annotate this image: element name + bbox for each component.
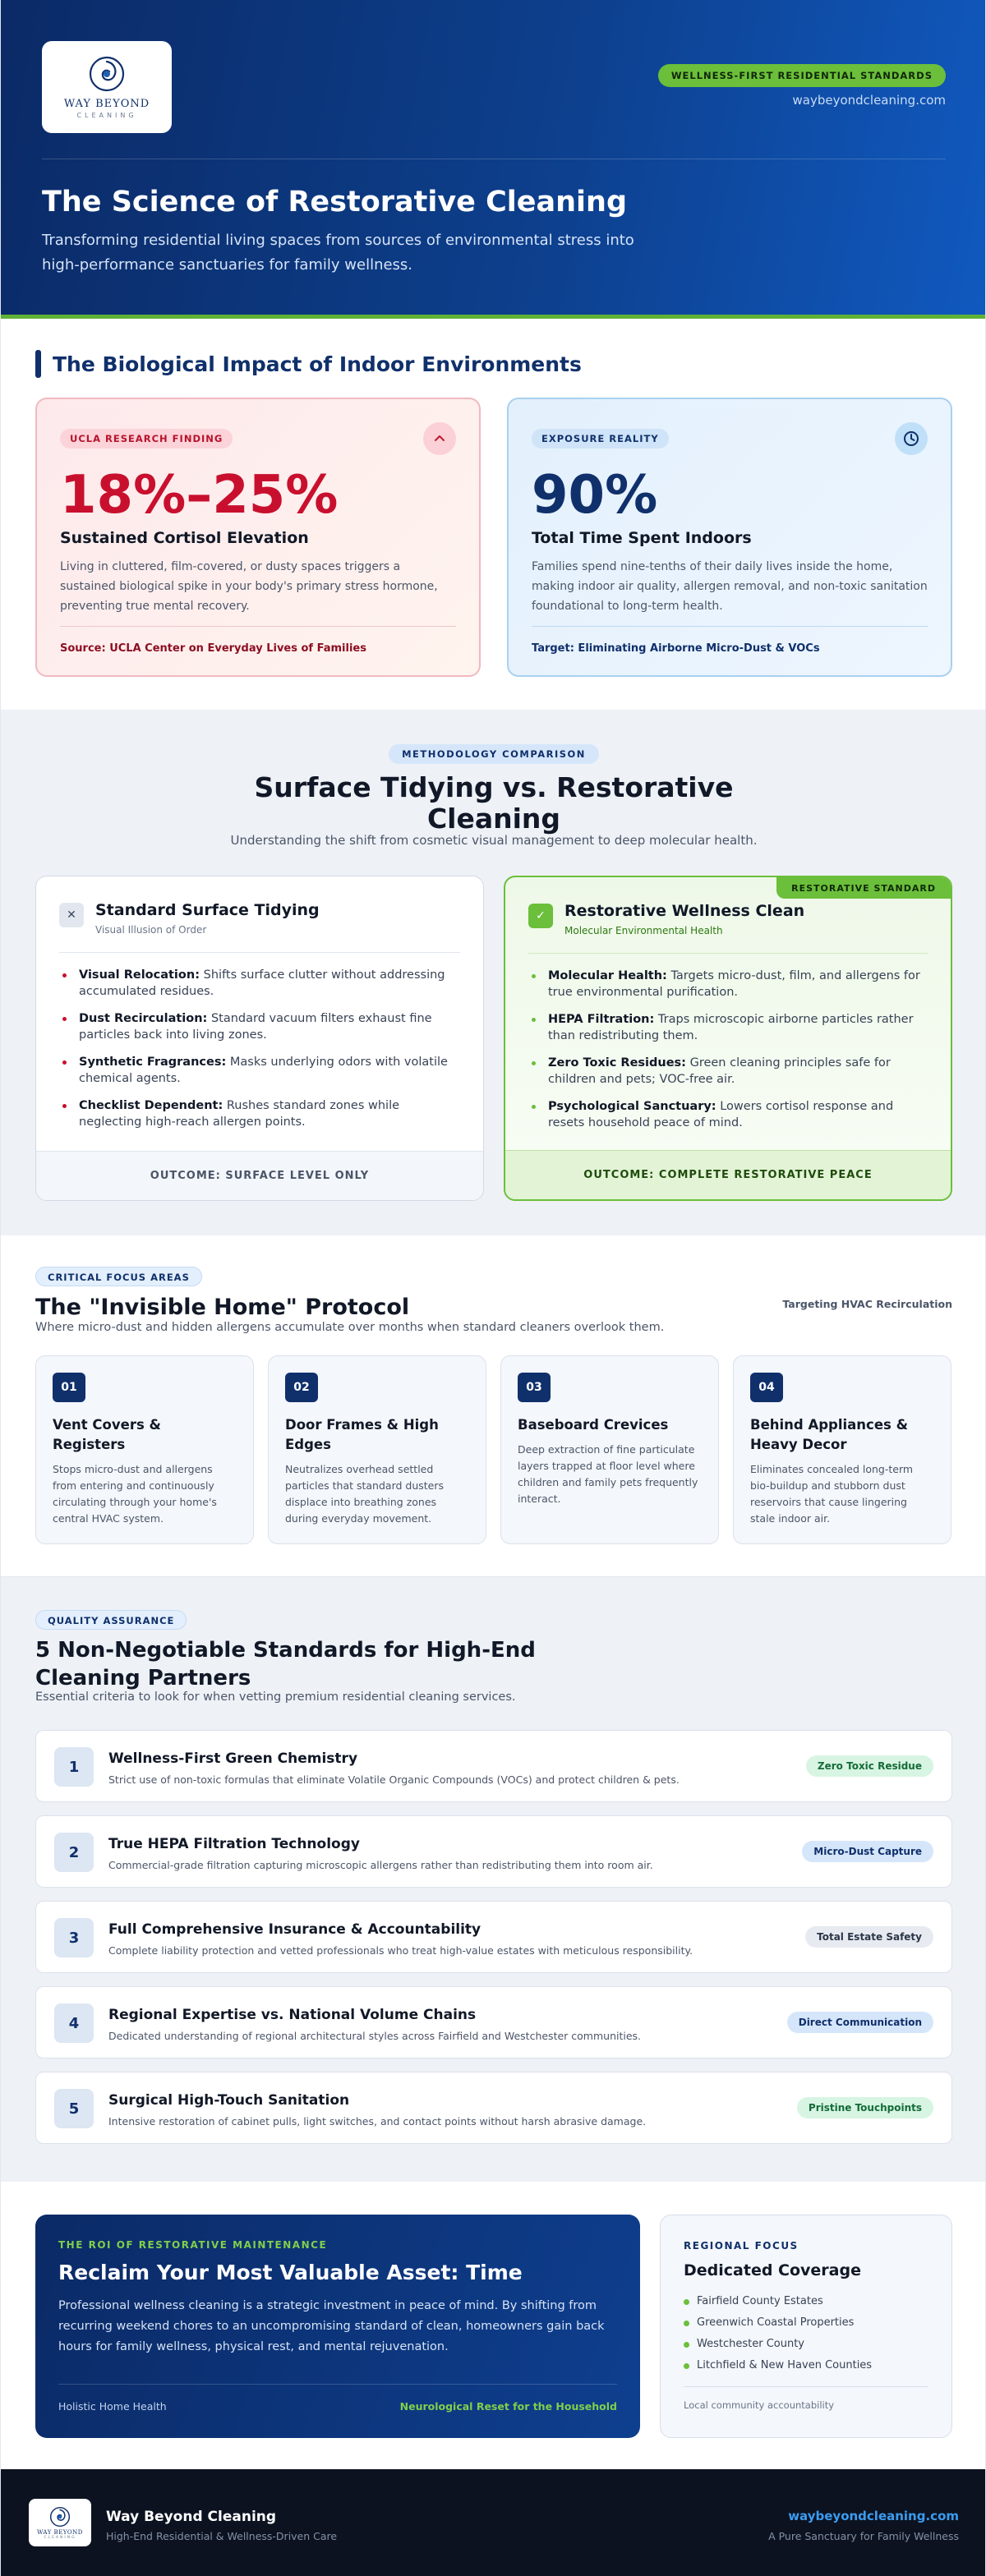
footer-logo-subtitle: CLEANING <box>44 2535 76 2540</box>
standard-number: 1 <box>54 1747 94 1787</box>
standard-row <box>35 1815 952 1888</box>
roi-card <box>35 2215 640 2438</box>
section-title-text: The Biological Impact of Indoor Environments <box>53 352 582 376</box>
list-item-text: Traps microscopic airborne particles rather than redistributing them. <box>548 1013 914 1042</box>
list-item-term: Psychological Sanctuary: <box>548 1100 716 1113</box>
standard-card-header <box>59 901 320 936</box>
logo-name: WAY BEYOND <box>63 98 150 110</box>
standard-number: 5 <box>54 2089 94 2128</box>
footer-motto: A Pure Sanctuary for Family Wellness <box>768 2530 959 2542</box>
roi-kicker: THE ROI OF RESTORATIVE MAINTENANCE <box>58 2239 328 2251</box>
standard-row <box>35 1730 952 1802</box>
list-item-text: Shifts surface clutter without addressing accumulated residues. <box>79 968 445 998</box>
standard-number: 4 <box>54 2003 94 2043</box>
zone-number: 04 <box>750 1373 783 1402</box>
standard-card-subtitle: Visual Illusion of Order <box>95 924 207 936</box>
standard-drawbacks-list <box>59 967 460 1141</box>
list-item-term: Visual Relocation: <box>79 968 200 982</box>
methodology-pill-wrap <box>1 744 986 764</box>
footer-logo-name: WAY BEYOND <box>37 2528 83 2536</box>
cortisol-source: Source: UCLA Center on Everyday Lives of Families <box>60 642 366 655</box>
standard-number: 2 <box>54 1833 94 1872</box>
indoors-stat-label: Total Time Spent Indoors <box>532 529 752 547</box>
standard-description: Strict use of non-toxic formulas that eliminate Volatile Organic Compounds (VOCs) and protect children & pets. <box>108 1773 680 1786</box>
list-item-term: HEPA Filtration: <box>548 1013 655 1026</box>
region-footer: Local community accountability <box>684 2399 835 2411</box>
region-divider <box>684 2386 928 2387</box>
x-mark-icon: ✕ <box>59 903 84 927</box>
zone-title: Behind Appliances & Heavy Decor <box>750 1417 908 1452</box>
standard-badge: Pristine Touchpoints <box>797 2097 933 2118</box>
list-item-term: Molecular Health: <box>548 969 667 982</box>
research-pill: UCLA RESEARCH FINDING <box>60 429 233 448</box>
card-divider <box>59 952 460 953</box>
standard-title: Surgical High-Touch Sanitation <box>108 2092 350 2109</box>
card-divider <box>60 626 456 627</box>
standard-title: Full Comprehensive Insurance & Accountability <box>108 1921 481 1938</box>
list-item: Litchfield & New Haven Counties <box>684 2355 928 2376</box>
standard-description: Commercial-grade filtration capturing microscopic allergens rather than redistributing them into room air. <box>108 1859 653 1871</box>
standard-description: Dedicated understanding of regional architectural styles across Fairfield and Westchester communities. <box>108 2030 642 2042</box>
roi-body: Professional wellness cleaning is a strategic investment in peace of mind. By shifting from recurring weekend chores to an uncompromising standard of clean, homeowners gain back hours for family wellness, physical rest, and mental rejuvenation. <box>58 2299 605 2353</box>
standard-badge: Direct Communication <box>787 2012 933 2033</box>
comparison-title: Surface Tidying vs. Restorative Cleaning <box>254 771 734 835</box>
list-item: Fairfield County Estates <box>684 2291 928 2312</box>
list-item-term: Dust Recirculation: <box>79 1012 208 1025</box>
zone-title: Vent Covers & Registers <box>53 1417 161 1452</box>
zone-number: 01 <box>53 1373 85 1402</box>
standard-number: 3 <box>54 1918 94 1957</box>
coverage-list <box>684 2291 928 2376</box>
roi-and-coverage-section <box>1 2182 986 2469</box>
standards-subtitle: Essential criteria to look for when vetting premium residential cleaning services. <box>35 1690 516 1704</box>
footer-website-link[interactable]: waybeyondcleaning.com <box>788 2509 959 2523</box>
standards-badge: WELLNESS-FIRST RESIDENTIAL STANDARDS <box>658 64 946 87</box>
focus-zone-card <box>35 1355 254 1544</box>
standard-title: Regional Expertise vs. National Volume Chains <box>108 2007 477 2023</box>
logo-subtitle: CLEANING <box>76 112 137 119</box>
list-item <box>528 968 928 1000</box>
focus-zone-card <box>500 1355 719 1544</box>
cortisol-stat-description: Living in cluttered, film-covered, or dusty spaces triggers a sustained biological spike in your body's primary stress hormone, preventing true mental recovery. <box>60 560 438 613</box>
quality-standards-section <box>1 1577 986 2182</box>
comparison-subtitle: Understanding the shift from cosmetic visual management to deep molecular health. <box>230 833 758 848</box>
checkmark-icon: ✓ <box>528 904 553 928</box>
roi-footer-right: Neurological Reset for the Household <box>399 2400 617 2413</box>
standard-badge: Total Estate Safety <box>805 1926 933 1948</box>
zone-number: 03 <box>518 1373 551 1402</box>
roi-title: Reclaim Your Most Valuable Asset: Time <box>58 2261 523 2284</box>
zone-title: Door Frames & High Edges <box>285 1417 439 1452</box>
hero-website-link[interactable]: waybeyondcleaning.com <box>792 93 946 108</box>
focus-areas-pill: CRITICAL FOCUS AREAS <box>35 1267 202 1286</box>
restorative-card-subtitle: Molecular Environmental Health <box>564 925 723 936</box>
protocol-subtitle: Where micro-dust and hidden allergens accumulate over months when standard cleaners overlook them. <box>35 1321 665 1334</box>
list-item-text: Standard vacuum filters exhaust fine particles back into living zones. <box>79 1012 432 1042</box>
standards-title: 5 Non-Negotiable Standards for High-End Cleaning Partners <box>35 1638 536 1690</box>
methodology-comparison-section <box>1 710 986 1235</box>
standard-badge: Micro-Dust Capture <box>802 1841 933 1862</box>
page-footer <box>1 2469 986 2576</box>
standard-outcome: OUTCOME: SURFACE LEVEL ONLY <box>36 1151 483 1200</box>
zone-description: Neutralizes overhead settled particles that standard dusters displace into breathing zones during everyday movement. <box>285 1463 445 1525</box>
standard-row <box>35 1901 952 1973</box>
standard-badge: Zero Toxic Residue <box>806 1755 933 1777</box>
list-item <box>528 1011 928 1044</box>
indoors-stat-card <box>507 398 952 677</box>
section-title <box>35 350 582 378</box>
page-title: The Science of Restorative Cleaning <box>42 186 628 218</box>
zone-description: Eliminates concealed long-term bio-buildup and stubborn dust reservoirs that cause lingering stale indoor air. <box>750 1463 914 1525</box>
hero-banner <box>1 0 986 319</box>
biological-impact-section <box>1 319 986 710</box>
list-item-text: Masks underlying odors with volatile chemical agents. <box>79 1056 448 1085</box>
clock-icon <box>895 422 928 455</box>
standard-row <box>35 1986 952 2058</box>
restorative-card-header <box>528 902 804 936</box>
list-item <box>59 1097 460 1130</box>
standard-description: Complete liability protection and vetted professionals who treat high-value estates with meticulous responsibility. <box>108 1944 693 1957</box>
list-item <box>59 967 460 1000</box>
list-item: Greenwich Coastal Properties <box>684 2312 928 2334</box>
list-item-term: Zero Toxic Residues: <box>548 1056 686 1070</box>
methodology-pill: METHODOLOGY COMPARISON <box>389 744 599 764</box>
footer-tagline: High-End Residential & Wellness-Driven Care <box>106 2530 338 2542</box>
roi-divider <box>58 2384 617 2385</box>
list-item <box>528 1055 928 1088</box>
region-kicker: REGIONAL FOCUS <box>684 2240 799 2252</box>
invisible-home-protocol-section <box>1 1235 986 1577</box>
zone-title: Baseboard Crevices <box>518 1417 669 1433</box>
regional-coverage-card <box>660 2215 952 2438</box>
quality-assurance-pill: QUALITY ASSURANCE <box>35 1610 187 1630</box>
cortisol-stat-card <box>35 398 481 677</box>
cortisol-stat-label: Sustained Cortisol Elevation <box>60 529 309 547</box>
restorative-clean-card <box>504 876 952 1201</box>
roi-footer-left: Holistic Home Health <box>58 2400 167 2413</box>
restorative-benefits-list <box>528 968 928 1142</box>
card-divider <box>532 626 928 627</box>
list-item: Westchester County <box>684 2334 928 2355</box>
list-item-text: Lowers cortisol response and resets household peace of mind. <box>548 1100 894 1129</box>
list-item-text: Green cleaning principles safe for children and pets; VOC-free air. <box>548 1056 891 1086</box>
list-item-text: Targets micro-dust, film, and allergens for true environmental purification. <box>548 969 920 999</box>
list-item <box>59 1054 460 1087</box>
zone-description: Deep extraction of fine particulate layers trapped at floor level where children and family pets frequently interact. <box>518 1443 698 1505</box>
standard-tidying-card <box>35 876 484 1201</box>
brand-logo[interactable] <box>42 41 172 133</box>
zone-number: 02 <box>285 1373 318 1402</box>
exposure-pill: EXPOSURE REALITY <box>532 429 669 448</box>
card-divider <box>528 953 928 954</box>
list-item-term: Checklist Dependent: <box>79 1099 223 1112</box>
indoors-stat-description: Families spend nine-tenths of their daily lives inside the home, making indoor air quality, allergen removal, and non-toxic sanitation foundational to long-term health. <box>532 560 928 613</box>
swirl-logo-icon <box>49 2506 71 2528</box>
cortisol-stat-value: 18%–25% <box>60 465 339 526</box>
list-item <box>528 1098 928 1131</box>
standard-title: True HEPA Filtration Technology <box>108 1836 360 1852</box>
list-item-term: Synthetic Fragrances: <box>79 1056 227 1069</box>
restorative-outcome: OUTCOME: COMPLETE RESTORATIVE PEACE <box>505 1150 951 1199</box>
zone-description: Stops micro-dust and allergens from entering and continuously circulating through your home's central HVAC system. <box>53 1463 217 1525</box>
indoors-target: Target: Eliminating Airborne Micro-Dust & VOCs <box>532 642 820 655</box>
standard-description: Intensive restoration of cabinet pulls, light switches, and contact points without harsh abrasive damage. <box>108 2115 647 2128</box>
standard-card-title: Standard Surface Tidying <box>95 901 320 919</box>
list-item-text: Rushes standard zones while neglecting high-reach allergen points. <box>79 1099 400 1129</box>
focus-zone-card <box>268 1355 486 1544</box>
footer-logo[interactable] <box>29 2499 91 2546</box>
restorative-standard-flag: RESTORATIVE STANDARD <box>776 877 951 899</box>
restorative-card-title: Restorative Wellness Clean <box>564 902 805 920</box>
hvac-tag: Targeting HVAC Recirculation <box>782 1298 952 1310</box>
protocol-title: The "Invisible Home" Protocol <box>35 1295 410 1320</box>
footer-company-name: Way Beyond Cleaning <box>106 2509 277 2525</box>
title-accent-bar <box>35 350 41 378</box>
indoors-stat-value: 90% <box>532 465 658 526</box>
page-subtitle: Transforming residential living spaces from sources of environmental stress into high-performance sanctuaries for family wellness. <box>42 232 634 274</box>
swirl-logo-icon <box>88 55 126 93</box>
chevron-up-icon <box>423 422 456 455</box>
standard-row <box>35 2072 952 2144</box>
standard-title: Wellness-First Green Chemistry <box>108 1750 358 1767</box>
region-title: Dedicated Coverage <box>684 2261 861 2279</box>
list-item <box>59 1010 460 1043</box>
focus-zone-card <box>733 1355 951 1544</box>
